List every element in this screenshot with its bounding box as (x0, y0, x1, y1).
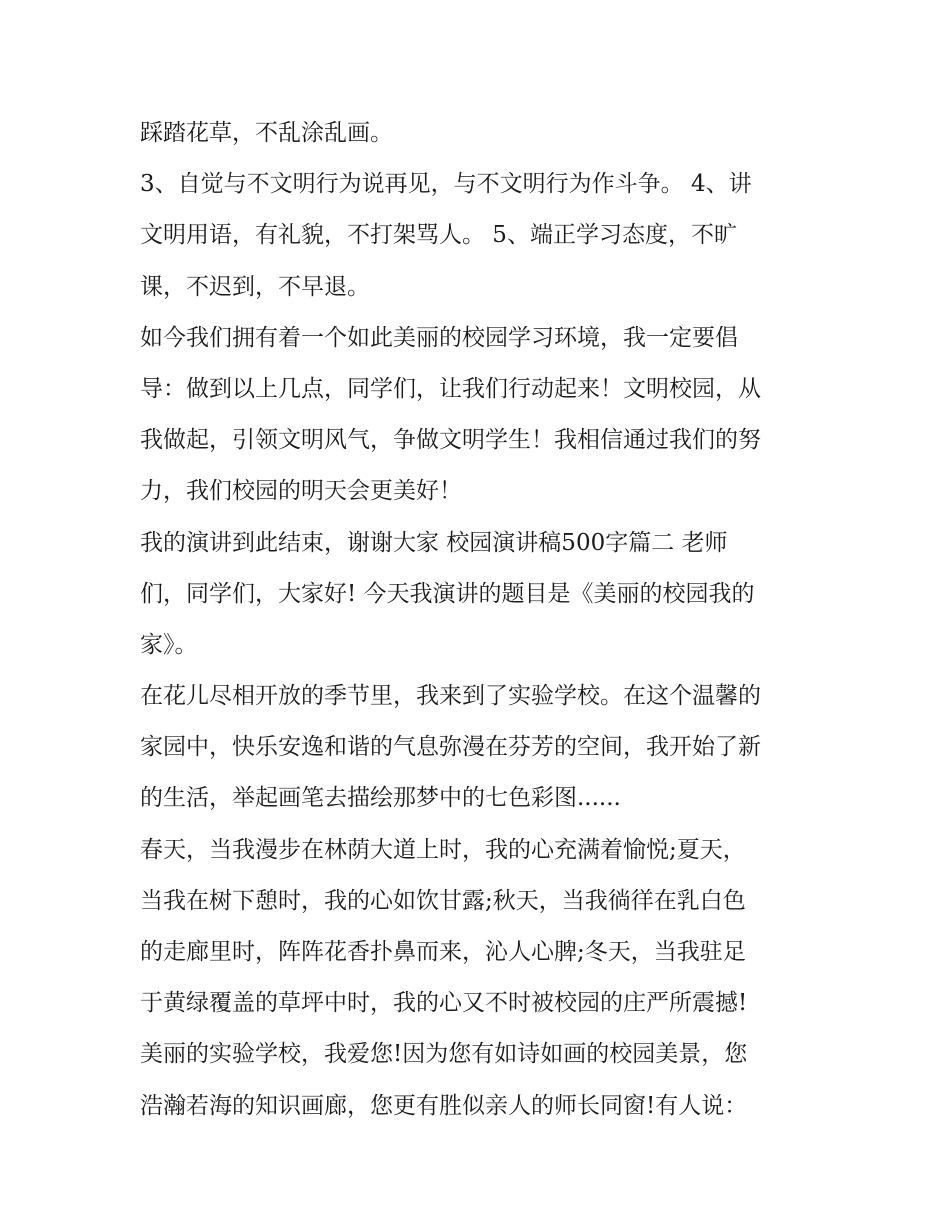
text-line-2: 3、自觉与不文明行为说再见，与不文明行为作斗争。 4、讲 (140, 171, 752, 198)
text-line-5: 如今我们拥有着一个如此美丽的校园学习环境，我一定要倡 (140, 324, 738, 351)
text-line-1: 踩踏花草，不乱涂乱画。 (140, 120, 393, 146)
text-line-19: 美丽的实验学校，我爱您!因为您有如诗如画的校园美景，您 (140, 1041, 748, 1068)
text-line-6: 导：做到以上几点，同学们，让我们行动起来！文明校园，从 (140, 375, 761, 402)
text-line-14: 的生活，举起画笔去描绘那梦中的七色彩图...... (140, 785, 621, 812)
text-line-4: 课，不迟到，不早退。 (140, 273, 370, 300)
text-line-17: 的走廊里时，阵阵花香扑鼻而来，沁人心脾;冬天，当我驻足 (140, 939, 746, 965)
text-line-11: 家》。 (140, 631, 198, 658)
text-line-16: 当我在树下憩时，我的心如饮甘露;秋天，当我徜徉在乳白色 (140, 887, 746, 914)
text-line-9: 我的演讲到此结束，谢谢大家 校园演讲稿500字篇二 老师 (140, 529, 728, 556)
text-line-8: 力，我们校园的明天会更美好！ (140, 478, 462, 505)
document-text-body (140, 108, 820, 1132)
text-line-18: 于黄绿覆盖的草坪中时，我的心又不时被校园的庄严所震撼! (140, 990, 748, 1017)
text-line-20: 浩瀚若海的知识画廊，您更有胜似亲人的师长同窗!有人说： (140, 1092, 748, 1119)
text-line-3: 文明用语，有礼貌，不打架骂人。 5、端正学习态度，不旷 (140, 222, 737, 249)
text-line-7: 我做起，引领文明风气，争做文明学生！我相信通过我们的努 (140, 427, 761, 454)
text-line-10: 们，同学们，大家好! 今天我演讲的题目是《美丽的校园我的 (140, 580, 755, 607)
text-line-13: 家园中，快乐安逸和谐的气息弥漫在芬芳的空间，我开始了新 (140, 734, 761, 761)
text-line-12: 在花儿尽相开放的季节里，我来到了实验学校。在这个温馨的 (140, 683, 761, 710)
text-line-15: 春天，当我漫步在林荫大道上时，我的心充满着愉悦;夏天， (140, 836, 746, 863)
